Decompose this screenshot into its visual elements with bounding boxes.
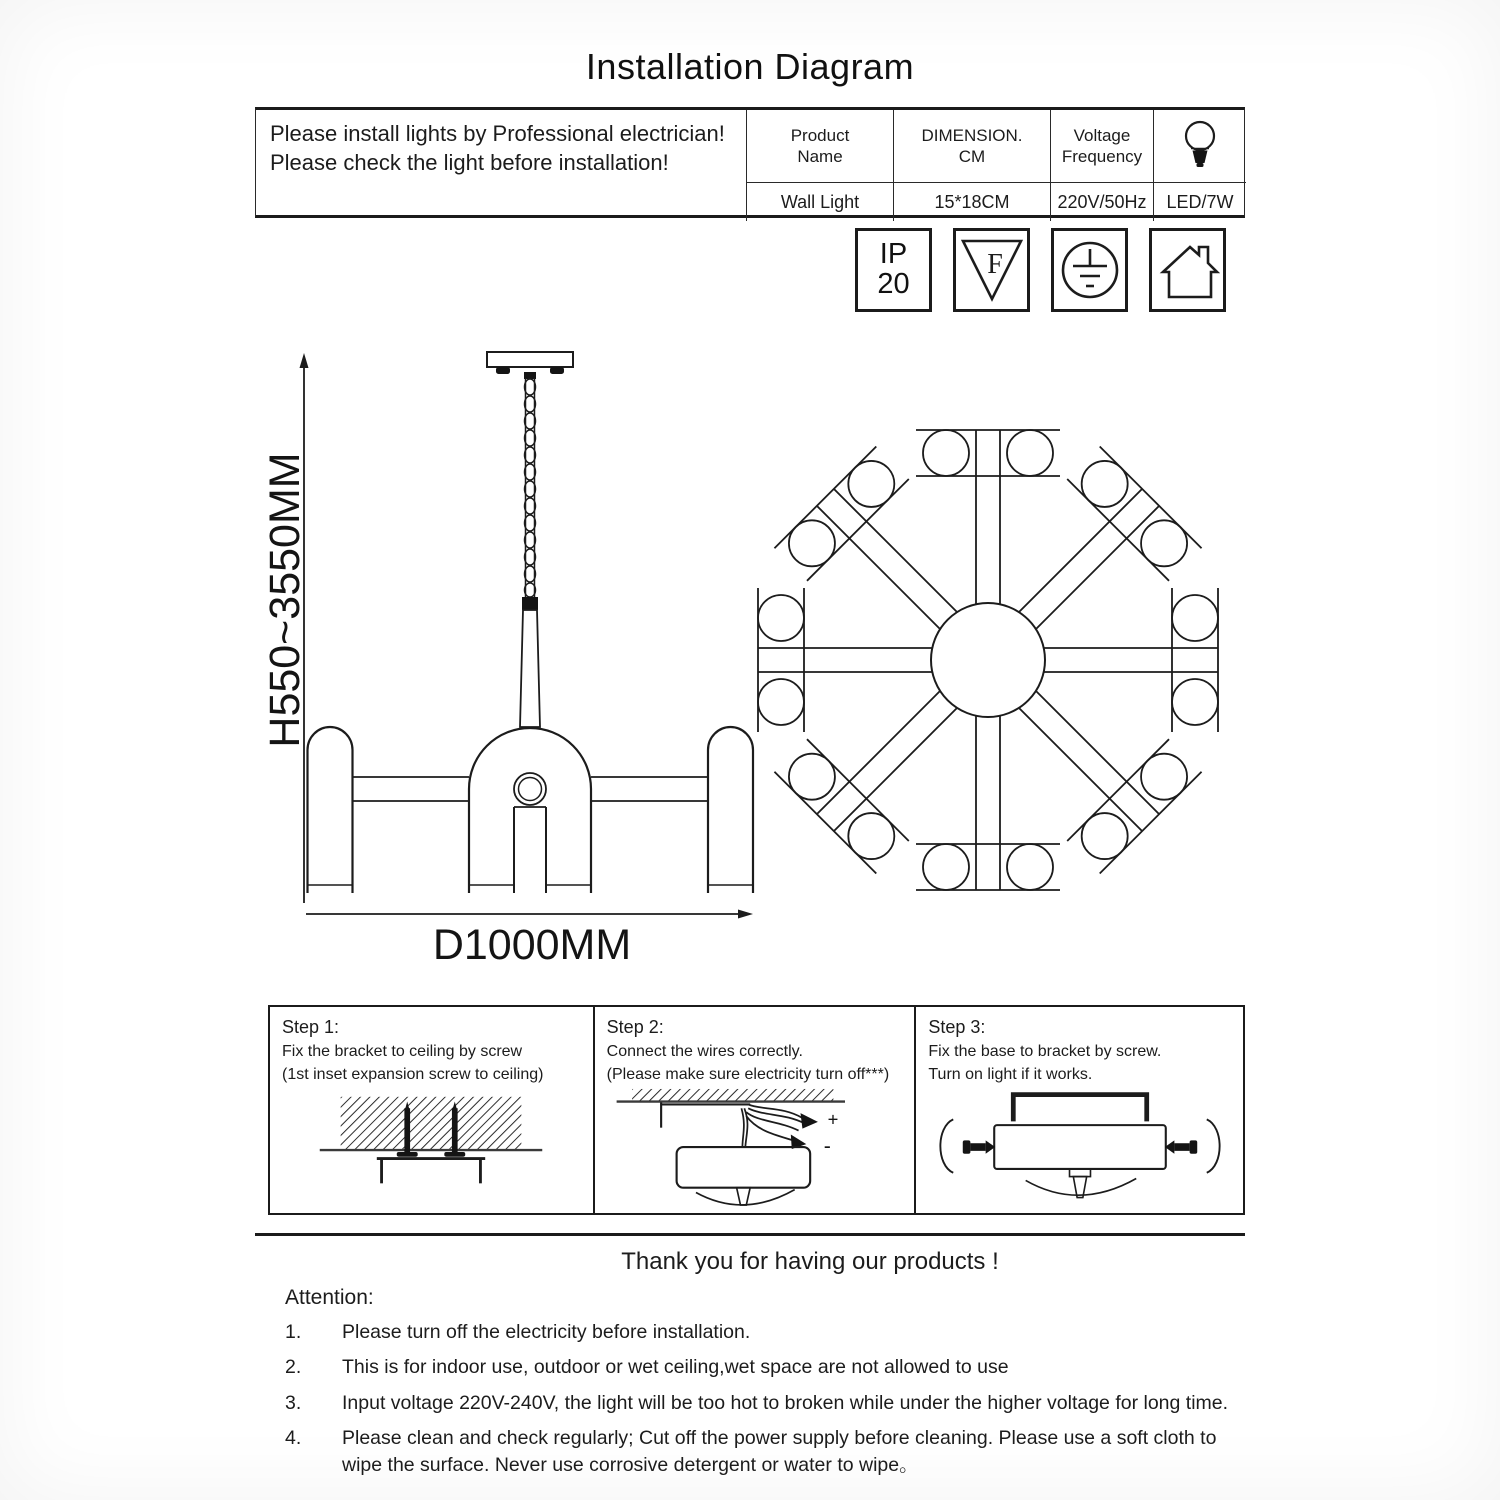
ip20-rating-badge: IP 20 bbox=[855, 228, 932, 312]
ground-icon bbox=[1057, 235, 1123, 305]
step-2-illustration bbox=[605, 1087, 905, 1209]
bracket bbox=[1013, 1095, 1146, 1122]
side-view-diagram bbox=[258, 344, 770, 976]
house-icon bbox=[1154, 235, 1222, 305]
top-view-diagram bbox=[745, 415, 1237, 907]
step-2: Step 2: Connect the wires correctly. (Please make sure electricity turn off***) + - bbox=[593, 1007, 915, 1213]
warning-line-2: Please check the light before installation! bbox=[270, 150, 669, 176]
value-lamp: LED/7W bbox=[1153, 183, 1246, 221]
svg-text:H550~3550MM: H550~3550MM bbox=[261, 452, 309, 748]
attention-item-1: 1. Please turn off the electricity before installation. bbox=[285, 1321, 751, 1343]
screw-right bbox=[1165, 1119, 1220, 1172]
minus-label: - bbox=[823, 1133, 831, 1158]
page-title: Installation Diagram bbox=[585, 46, 915, 87]
bracket bbox=[377, 1159, 485, 1184]
center-body bbox=[931, 603, 1045, 717]
header-product-name: Product Name bbox=[746, 110, 893, 183]
f-triangle-icon bbox=[959, 235, 1025, 305]
warning-line-1: Please install lights by Professional electrician! bbox=[270, 121, 725, 146]
attention-notes bbox=[285, 1286, 1245, 1487]
step-1-illustration bbox=[288, 1093, 574, 1209]
ceiling-canopy bbox=[487, 352, 573, 374]
hanging-chain bbox=[522, 372, 538, 610]
left-lamp bbox=[308, 727, 353, 893]
value-voltage: 220V/50Hz bbox=[1050, 183, 1153, 221]
indoor-use-badge bbox=[1149, 228, 1226, 312]
center-rod bbox=[520, 610, 540, 727]
earth-ground-badge bbox=[1051, 228, 1128, 312]
mounting-bracket bbox=[661, 1103, 750, 1128]
step-3-illustration bbox=[922, 1087, 1238, 1209]
side-arms bbox=[353, 777, 709, 801]
warning-cell bbox=[256, 110, 746, 221]
attention-item-2: 2. This is for indoor use, outdoor or wet ceiling,wet space are not allowed to use bbox=[285, 1356, 1009, 1379]
attention-title: Attention: bbox=[285, 1286, 374, 1309]
svg-text:F: F bbox=[986, 249, 1003, 280]
height-dimension bbox=[261, 353, 309, 903]
step-3: Step 3: Fix the base to bracket by screw. Turn on light if it works. bbox=[914, 1007, 1243, 1213]
header-voltage-frequency: Voltage Frequency bbox=[1050, 110, 1153, 183]
attention-item-4: 4. Please clean and check regularly; Cut off the power supply before cleaning. Please use a soft cloth to wipe the surface. Never use corrosive detergent or water to wipe。 bbox=[285, 1426, 1217, 1477]
base bbox=[994, 1125, 1166, 1197]
thanks-message: Thank you for having our products ! bbox=[621, 1248, 999, 1275]
bulb-icon bbox=[1179, 119, 1221, 173]
svg-text:D1000MM: D1000MM bbox=[432, 921, 632, 969]
f-class-badge bbox=[953, 228, 1030, 312]
value-product-name: Wall Light bbox=[746, 183, 893, 221]
center-arch bbox=[469, 728, 591, 893]
installation-steps bbox=[268, 1005, 1245, 1215]
step-1: Step 1: Fix the bracket to ceiling by screw (1st inset expansion screw to ceiling) bbox=[270, 1007, 593, 1213]
canopy bbox=[676, 1147, 810, 1205]
plus-label: + bbox=[827, 1108, 838, 1130]
footer-divider bbox=[255, 1233, 1245, 1236]
wires bbox=[741, 1104, 817, 1149]
value-dimension: 15*18CM bbox=[893, 183, 1050, 221]
product-info-table bbox=[255, 107, 1245, 218]
header-lamp bbox=[1153, 110, 1246, 183]
header-dimension: DIMENSION. CM bbox=[893, 110, 1050, 183]
attention-item-3: 3. Input voltage 220V-240V, the light will be too hot to broken while under the higher voltage for long time. bbox=[285, 1391, 1229, 1414]
diameter-dimension bbox=[306, 910, 753, 970]
screw-left bbox=[940, 1119, 995, 1172]
